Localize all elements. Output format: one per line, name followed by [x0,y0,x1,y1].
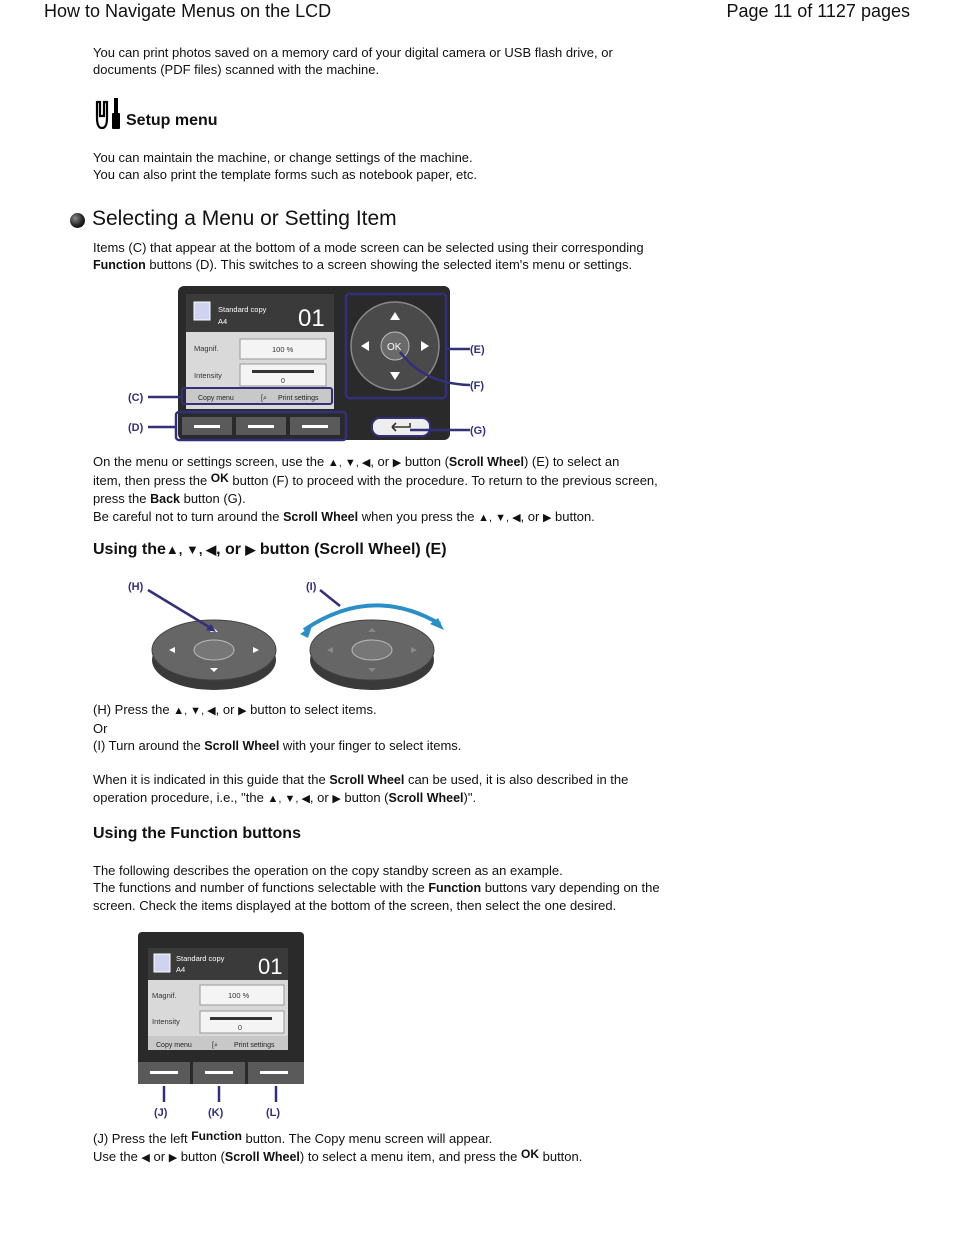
svg-text:[⌕: [⌕ [212,1042,218,1049]
lcd-copy-count: 01 [298,305,325,332]
svg-text:Standard copy: Standard copy [176,954,225,963]
lcd-panel-illustration [124,284,494,444]
scroll-wheel-paragraph: (H) Press the ▲, ▼, ◀, or ▶ button to select items. Or (I) Turn around the Scroll Wheel with your finger to select items. [93,702,462,753]
label-e: (E) [470,344,485,356]
intro-paragraph: You can print photos saved on a memory card of your digital camera or USB flash drive, or documents (PDF files) scanned with the machine. [93,45,613,77]
final-paragraph: (J) Press the left Function button. The Copy menu screen will appear. Use the ◀ or ▶ button (Scroll Wheel) to select a menu item, and press the OK button. [93,1129,583,1164]
section-paragraph: Items (C) that appear at the bottom of a mode screen can be selected using their corresponding Function buttons (D). This switches to a screen showing the selected item's menu or settings. [93,240,644,272]
ok-button-label: OK [387,342,402,353]
svg-text:01: 01 [258,954,283,979]
svg-text:A4: A4 [176,965,186,974]
tools-icon [93,96,125,130]
lcd-tab-copy-menu: Copy menu [198,395,234,402]
menu-navigation-paragraph: On the menu or settings screen, use the ▲, ▼, ◀, or ▶ button (Scroll Wheel) (E) to select an item, then press the OK button (F) to proceed with the procedure. To return to the previous screen, press the Back button (G). Be careful not to turn around the Scroll Wheel when you press the ▲, ▼, ◀, or ▶ button. [93,454,658,524]
svg-text:0: 0 [238,1025,242,1032]
function-buttons-heading: Using the Function buttons [93,825,301,842]
label-i: (I) [306,581,317,593]
scroll-wheel-heading: Using the▲, ▼, ◀, or ▶ button (Scroll Wheel) (E) [93,541,447,558]
svg-text:Print settings: Print settings [234,1042,275,1049]
svg-text:Magnif.: Magnif. [152,991,177,1000]
lcd-intensity-value: 0 [281,378,285,385]
label-h: (H) [128,581,144,593]
page-header [0,0,954,26]
svg-text:100 %: 100 % [228,991,250,1000]
document-title: How to Navigate Menus on the LCD [44,1,332,21]
lcd-magnif-label: Magnif. [194,344,219,353]
lcd-paper-size: A4 [218,317,228,326]
scroll-wheel-note: When it is indicated in this guide that the Scroll Wheel can be used, it is also described in the operation procedure, i.e., "the ▲, ▼, ◀, or ▶ button (Scroll Wheel)". [93,772,629,805]
lcd-mode-title: Standard copy [218,305,267,314]
label-f: (F) [470,380,485,392]
lcd-intensity-label: Intensity [194,371,222,380]
lcd-magnif-value: 100 % [272,345,294,354]
function-paragraph: The following describes the operation on the copy standby screen as an example. The functions and number of functions selectable with the Function buttons vary depending on the screen. Check the items displayed at the bottom of the screen, then select the one desired. [93,863,660,913]
scroll-wheel-illustration [124,574,454,696]
section-bullet-icon [70,213,85,228]
setup-menu-heading: Setup menu [126,112,218,129]
label-d: (D) [128,422,144,434]
lcd-tab-preview-icon: [⌕ [261,395,267,402]
section-heading: Selecting a Menu or Setting Item [92,207,397,230]
svg-text:Copy menu: Copy menu [156,1042,192,1049]
label-j: (J) [154,1107,168,1119]
label-g: (G) [470,425,486,437]
label-k: (K) [208,1107,224,1119]
svg-text:Intensity: Intensity [152,1017,180,1026]
label-c: (C) [128,392,144,404]
lcd-tab-print-settings: Print settings [278,395,319,402]
label-l: (L) [266,1107,281,1119]
lcd-function-illustration [136,930,306,1122]
setup-paragraph: You can maintain the machine, or change settings of the machine. You can also print the template forms such as notebook paper, etc. [93,150,477,182]
page-number: Page 11 of 1127 pages [726,1,910,21]
